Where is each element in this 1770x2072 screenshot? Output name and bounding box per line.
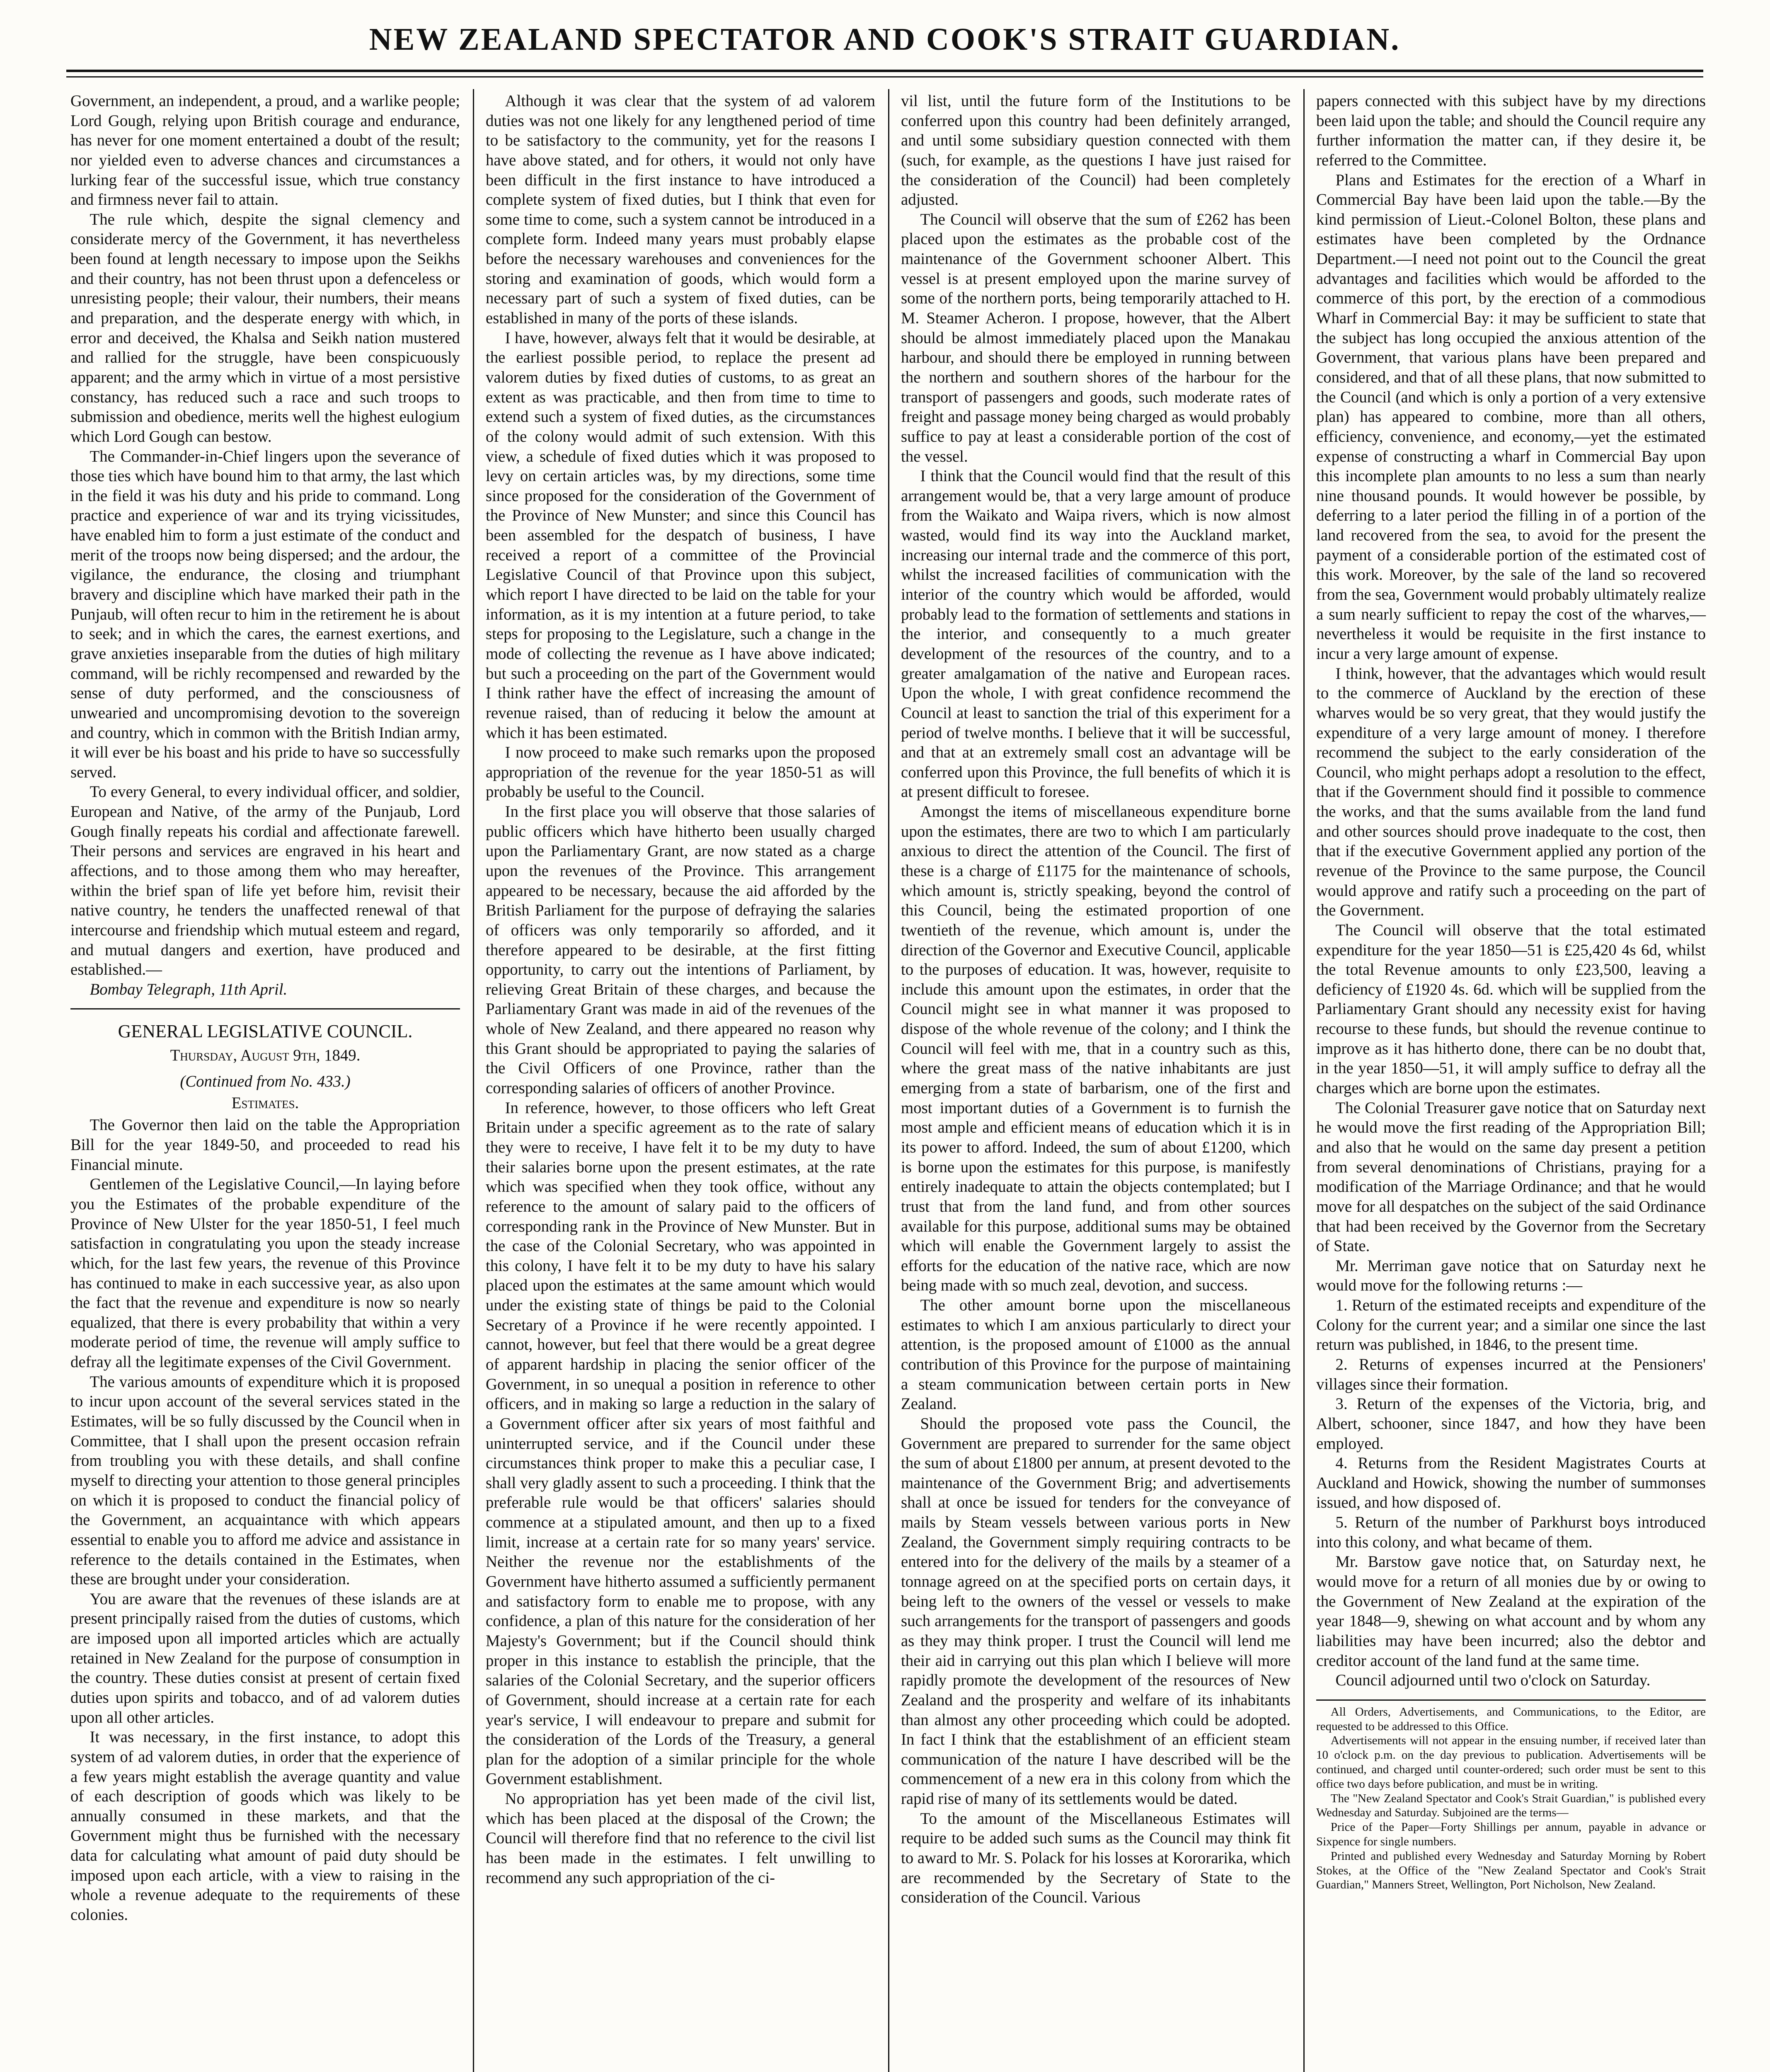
column-1 [70,91,460,1925]
paragraph: Plans and Estimates for the erection of a Wharf in Commercial Bay have been laid upon the table.—By the kind permission of Lieut.-Colonel Bolton, these plans and estimates have been completed by the Ordnance Department.—I need not point out to the Council the great advantages and facilities which would be afforded to the commerce of this port, by the erection of a commodious Wharf in Commercial Bay: it may be sufficient to state that the subject has long occupied the anxious attention of the Government, that various plans have been prepared and considered, and that of all these plans, that now submitted to the Council (and which is only a portion of a very extensive plan) has appeared to combine, more than all others, efficiency, convenience, and economy,—yet the estimated expense of constructing a wharf in Commercial Bay upon this incomplete plan amounts to no less a sum than nearly nine thousand pounds. It would however be possible, by deferring to a later period the filling in of a portion of the land recovered from the sea, to avoid for the present the payment of a considerable portion of the estimated cost of this work. Moreover, by the sale of the land so recovered from the sea, Government would probably ultimately realize a sum nearly sufficient to repay the cost of the wharves,—nevertheless it would be requisite in the first instance to incur a very large amount of expense. [1316,171,1706,663]
paragraph: Should the proposed vote pass the Council, the Government are prepared to surrender for the same object the sum of about £1800 per annum, at present devoted to the maintenance of the Government Brig; and advertisements shall at once be issued for tenders for the conveyance of mails by Steam vessels between various ports in New Zealand, the Government simply requiring contracts to be entered into for the delivery of the mails by a steamer of a tonnage agreed on at the specified ports on certain days, it being left to the owners of the vessel or vessels to make such arrangements for the transport of passengers and goods as they may think proper. I trust the Council will lend me their aid in carrying out this plan which I believe will more rapidly promote the development of the resources of New Zealand and the prosperity and welfare of its inhabitants than almost any other proceeding which could be adopted. In fact I think that the establishment of an efficient steam communication of the nature I have described will be the commencement of a new era in this colony from which the rapid rise of many of its settlements would be dated. [901,1414,1291,1808]
paragraph: papers connected with this subject have by my directions been laid upon the table; and should the Council require any further information the matter can, if they desire it, be referred to the Committee. [1316,92,1706,169]
masthead-rule [66,70,1703,72]
paragraph: Council adjourned until two o'clock on Saturday. [1335,1671,1651,1690]
paragraph: Government, an independent, a proud, and a warlike people; Lord Gough, relying upon British courage and endurance, has never for one moment entertained a doubt of the result; nor yielded even to adverse chances and circumstances a lurking fear of the successful issue, which true constancy and firmness never fail to attain. [70,92,460,209]
paragraph: vil list, until the future form of the Institutions to be conferred upon this country had been definitely arranged, and until some subsidiary question connected with them (such, for example, as the questions I have just raised for the consideration of the Council) had been completely adjusted. [901,92,1291,209]
paragraph: The Council will observe that the sum of £262 has been placed upon the estimates as the probable cost of the maintenance of the Government schooner Albert. This vessel is at present employed upon the marine survey of some of the northern ports, being temporarily attached to H. M. Steamer Acheron. I propose, however, that the Albert should be almost immediately placed upon the Manakau harbour, and should there be employed in running between the northern and southern shores of the harbour for the transport of passengers and goods, such moderate rates of freight and passage money being charged as would probably suffice to pay at least a considerable portion of the cost of the vessel. [901,210,1291,465]
paragraph: Although it was clear that the system of ad valorem duties was not one likely for any lengthened period of time to be satisfactory to the community, yet for the reasons I have above stated, and for others, it would not only have been difficult in the first instance to have introduced a complete system of fixed duties, but I think that even for some time to come, such a system cannot be introduced in a complete form. Indeed many years must probably elapse before the necessary warehouses and conveniences for the storing and examination of goods, which would form a necessary part of such a system of fixed duties, can be established in many of the ports of these islands. [486,92,875,327]
return-item: 4. Returns from the Resident Magistrates Courts at Auckland and Howick, showing the number of summonses issued, and how disposed of. [1316,1454,1706,1512]
notice-divider [1316,1699,1706,1701]
paragraph: To every General, to every individual officer, and soldier, European and Native, of the army of the Punjaub, Lord Gough finally repeats his cordial and affectionate farewell. Their persons and services are engraved in his heart and affections, and to those among them who may hereafter, within the brief span of life yet before him, revisit their native country, he tenders the unaffected renewal of that intercourse and friendship which mutual esteem and regard, and mutual dangers and exertion, have produced and established.— [70,783,460,979]
masthead-rule-thin [66,76,1703,77]
column-4 [1316,91,1706,1892]
paragraph: I have, however, always felt that it would be desirable, at the earliest possible period, to replace the present ad valorem duties by fixed duties of customs, to as great an extent as was practicable, and then from time to time to extend such a system of fixed duties, as the circumstances of the colony would admit of such extension. With this view, a schedule of fixed duties which it was proposed to levy on certain articles was, by my directions, some time since proposed for the consideration of the Government of the Province of New Munster; and since this Council has been assembled for the despatch of business, I have received a report of a committee of the Provincial Legislative Council of that Province upon this subject, which report I have directed to be laid on the table for your information, as it is my intention at a future period, to take steps for proposing to the Legislature, such a change in the mode of collecting the revenue as I have above indicated; but such a proceeding on the part of the Government would I think rather have the effect of increasing the amount of revenue raised, than of reducing it below the amount at which it has been estimated. [486,329,875,742]
paragraph: Mr. Barstow gave notice that, on Saturday next, he would move for a return of all monies due by or owing to the Government of New Zealand at the expiration of the year 1848—9, shewing on what account and by whom any liabilities may have been incurred; also the debtor and creditor account of the land fund at the same time. [1316,1553,1706,1670]
council-date: Thursday, August 9th, 1849. [170,1046,361,1064]
paragraph: I think, however, that the advantages which would result to the commerce of Auckland by the erection of these wharves would be so very great, that they would justify the expenditure of a very large amount of money. I therefore recommend the subject to the early consideration of the Council, who might perhaps adopt a resolution to the effect, that if the Government should find it possible to commence the works, and that the sums available from the land fund and other sources should prove inadequate to the cost, then that if the executive Government applied any portion of the revenue of the Province to the same purpose, the Council would approve and ratify such a proceeding on the part of the Government. [1316,664,1706,920]
notice-line: Price of the Paper—Forty Shillings per annum, payable in advance or Sixpence for single numbers. [1316,1820,1706,1849]
column-3 [901,91,1291,1907]
source-credit: Bombay Telegraph, 11th April. [90,980,288,998]
paragraph: You are aware that the revenues of these islands are at present principally raised from the duties of customs, which are imposed upon all imported articles which are actually retained in New Zealand for the purpose of consumption in the country. These duties consist at present of certain fixed duties upon spirits and tobacco, and of ad valorem duties upon all other articles. [70,1590,460,1726]
notice-line: Printed and published every Wednesday and Saturday Morning by Robert Stokes, at the Office of the "New Zealand Spectator and Cook's Strait Guardian," Manners Street, Wellington, Port Nicholson, New Zealand. [1316,1849,1706,1892]
paragraph: No appropriation has yet been made of the civil list, which has been placed at the disposal of the Crown; the Council will therefore find that no reference to the civil list has been made in the estimates. I felt unwilling to recommend any such appropriation of the ci- [486,1790,875,1887]
council-heading: GENERAL LEGISLATIVE COUNCIL. [118,1021,413,1042]
paragraph: Gentlemen of the Legislative Council,—In laying before you the Estimates of the probable expenditure of the Province of New Ulster for the year 1850-51, I feel much satisfaction in congratulating you upon the steady increase which, for the last few years, the revenue of this Province has continued to make in each successive year, as also upon the fact that the revenue and expenditure is now so nearly equalized, that there is every probability that within a very moderate period of time, the revenue will amply suffice to defray all the legitimate expenses of the Civil Government. [70,1175,460,1371]
return-item: 2. Returns of expenses incurred at the Pensioners' villages since their formation. [1316,1356,1706,1393]
column-rule [1303,89,1305,2072]
paragraph: It was necessary, in the first instance, to adopt this system of ad valorem duties, in order that the experience of a few years might establish the average quantity and value of each description of goods which was likely to be annually consumed in these markets, and that the Government might thus be furnished with the necessary data for calculating what amount of paid duty should be imposed upon each article, with a view to raising in the whole a revenue adequate to the requirements of these colonies. [70,1728,460,1924]
paragraph: Amongst the items of miscellaneous expenditure borne upon the estimates, there are two to which I am particularly anxious to direct the attention of the Council. The first of these is a charge of £1175 for the maintenance of schools, which amount is, strictly speaking, beyond the control of this Council, being the estimated proportion of one twentieth of the revenue, which amount is, under the direction of the Governor and Executive Council, applicable to the purposes of education. It was, however, requisite to include this amount upon the estimates, in order that the Council might see in what manner it was proposed to dispose of the whole revenue of the colony; and I think the Council will feel with me, that in a country such as this, where the great mass of the native inhabitants are just emerging from a state of barbarism, one of the first and most important duties of a Government is to furnish the most ample and efficient means of education which it is in its power to afford. Indeed, the sum of about £1200, which is borne upon the estimates for this purpose, is manifestly entirely inadequate to attain the objects contemplated; but I trust that from the land fund, and from other sources available for this purpose, additional sums may be obtained which will enable the Government largely to assist the efforts for the education of the native race, which are now being made with so much zeal, devotion, and success. [901,803,1291,1295]
return-item: 3. Return of the expenses of the Victoria, brig, and Albert, schooner, since 1847, and how they have been employed. [1316,1395,1706,1452]
notice-line: All Orders, Advertisements, and Communications, to the Editor, are requested to be addressed to this Office. [1316,1705,1706,1733]
paragraph: The Governor then laid on the table the Appropriation Bill for the year 1849-50, and proceeded to read his Financial minute. [70,1116,460,1174]
masthead: NEW ZEALAND SPECTATOR AND COOK'S STRAIT GUARDIAN. [369,22,1401,57]
paragraph: The various amounts of expenditure which it is proposed to incur upon account of the several services stated in the Estimates, will be so fully discussed by the Council when in Committee, that I shall upon the present occasion refrain from troubling you with these details, and shall confine myself to directing your attention to those general principles on which it is proposed to conduct the financial policy of the Government, an acquaintance with which appears essential to enable you to afford me advice and assistance in reference to the details contained in the Estimates, when these are brought under your consideration. [70,1372,460,1588]
return-item: 1. Return of the estimated receipts and expenditure of the Colony for the current year; and a similar one since the last return was published, in 1846, to the present time. [1316,1296,1706,1354]
notice-line: Advertisements will not appear in the ensuing number, if received later than 10 o'clock p.m. on the day previous to publication. Advertisements will be continued, and charged until counter-ordered; such order must be sent to this office two days before publication, and must be in writing. [1316,1734,1706,1791]
paragraph: The other amount borne upon the miscellaneous estimates to which I am anxious particularly to direct your attention, is the proposed amount of £1000 as the annual contribution of this Province for the purpose of maintaining a steam communication between certain ports in New Zealand. [901,1296,1291,1413]
continued-note: (Continued from No. 433.) [180,1072,351,1091]
paragraph: The Council will observe that the total estimated expenditure for the year 1850—51 is £25,420 4s 6d, whilst the total Revenue amounts to only £23,500, leaving a deficiency of £1920 4s. 6d. which will be supplied from the Parliamentary Grant should any necessity exist for having recourse to these funds, but should the revenue continue to improve as it has hitherto done, there can be no doubt that, in the year 1850—51, it will amply suffice to defray all the charges which are borne upon the estimates. [1316,921,1706,1097]
column-rule [473,89,474,2072]
paragraph: Mr. Merriman gave notice that on Saturday next he would move for the following returns :— [1316,1256,1706,1295]
paragraph: I now proceed to make such remarks upon the proposed appropriation of the revenue for the year 1850-51 as will probably be useful to the Council. [486,743,875,801]
paragraph: The Colonial Treasurer gave notice that on Saturday next he would move the first reading of the Appropriation Bill; and also that he would on the same day present a petition from several denominations of Christians, praying for a modification of the Marriage Ordinance; and that he would move for all despatches on the subject of the said Ordinance that had been received by the Governor from the Secretary of State. [1316,1099,1706,1255]
section-divider [70,1008,460,1009]
paragraph: The Commander-in-Chief lingers upon the severance of those ties which have bound him to that army, the last which in the field it was his duty and his pride to command. Long practice and experience of war and its trying vicissitudes, have enabled him to form a just estimate of the conduct and merit of the troops now being dispersed; and the ardour, the vigilance, the endurance, the closing and triumphant bravery and discipline which have marked their path in the Punjaub, will often recur to him in the retirement he is about to seek; and in which the cares, the earnest exertions, and grave anxieties inseparable from the duties of high military command, will be richly recompensed and rewarded by the sense of duty performed, and the consciousness of unwearied and uncompromising devotion to the sovereign and country, which in common with the British Indian army, it will ever be his boast and his pride to have so successfully served. [70,447,460,781]
return-item: 5. Return of the number of Parkhurst boys introduced into this colony, and what became of them. [1316,1513,1706,1551]
paragraph: To the amount of the Miscellaneous Estimates will require to be added such sums as the Council may think fit to award to Mr. S. Polack for his losses at Kororarika, which are recommended by the Secretary of State to the consideration of the Council. Various [901,1809,1291,1907]
column-rule [888,89,889,2072]
paragraph: In reference, however, to those officers who left Great Britain under a specific agreement as to the rate of salary they were to receive, I have felt it to be my duty to have their salaries borne upon the present estimates, at the rate which was specified when they took office, without any reference to the amount of salary paid to the officers of corresponding rank in the Province of New Munster. But in the case of the Colonial Secretary, who was appointed in this colony, I have felt it to be my duty to have his salary placed upon the estimates at the same amount which would under the existing state of things be paid to the Colonial Secretary of a Province if he were recently appointed. I cannot, however, but feel that there would be a great degree of apparent hardship in placing the senior officer of the Government, in so unequal a position in reference to other officers, and in making so large a reduction in the salary of a Government officer after six years of most faithful and uninterrupted service, and if the Council under these circumstances think proper to make this a peculiar case, I shall very gladly assent to such a proceeding. I think that the preferable rule would be that officers' salaries should commence at a stipulated amount, and then up to a fixed limit, increase at a certain rate for so many years' service. Neither the revenue nor the establishments of the Government have hitherto assumed a sufficiently permanent and satisfactory form to enable me to propose, with any confidence, a plan of this nature for the consideration of her Majesty's Government; but if the Council should think proper in this instance to establish the principle, that the salaries of the Colonial Secretary, and the superior officers of Government, should increase at a certain rate for each year's service, I will endeavour to prepare and submit for the consideration of the Lords of the Treasury, a general plan for the adoption of a similar principle for the whole Government establishment. [486,1099,875,1788]
notice-line: The "New Zealand Spectator and Cook's Strait Guardian," is published every Wednesday and Saturday. Subjoined are the terms— [1316,1791,1706,1820]
paragraph: I think that the Council would find that the result of this arrangement would be, that a very large amount of produce from the Waikato and Waipa rivers, which is now almost wasted, would find its way into the Auckland market, increasing our internal trade and the commerce of this port, whilst the increased facilities of communication with the interior of the country which would be afforded, would probably lead to the formation of settlements and stations in the interior, and consequently to a much greater development of the resources of the country, and to a greater amalgamation of the native and European races. Upon the whole, I with great confidence recommend the Council at least to sanction the trial of this experiment for a period of twelve months. I believe that it will be successful, and that at an extremely small cost an advantage will be conferred upon this Province, the full benefits of which it is at present difficult to foresee. [901,467,1291,801]
estimates-subheading: Estimates. [231,1094,299,1112]
paragraph: The rule which, despite the signal clemency and considerate mercy of the Government, it has nevertheless been found at length necessary to impose upon the Seikhs and their country, has not been thrust upon a defenceless or unresisting people; their valour, their numbers, their means and preparation, and the desperate energy with which, in error and deceived, the Khalsa and Seikh nation mustered and rallied for the struggle, have been conspicuously apparent; and the army which in virtue of a most persistive constancy, has reduced such a race and such troops to submission and obedience, merits well the highest eulogium which Lord Gough can bestow. [70,210,460,445]
paragraph: In the first place you will observe that those salaries of public officers which have hitherto been usually charged upon the Parliamentary Grant, are now stated as a charge upon the revenues of the Province. This arrangement appeared to be necessary, because the aid afforded by the British Parliament for the purpose of defraying the salaries of officers was only temporarily so afforded, and it therefore appeared to be desirable, at the first fitting opportunity, to carry out the intentions of Parliament, by relieving Great Britain of these charges, and because the Parliamentary Grant was made in aid of the revenues of the whole of New Zealand, and there appeared no reason why this Grant should be appropriated to paying the salaries of the Civil Officers of one Province, rather than the corresponding salaries of officers of another Province. [486,803,875,1097]
column-2 [486,91,875,1888]
publisher-notice [1316,1705,1706,1892]
